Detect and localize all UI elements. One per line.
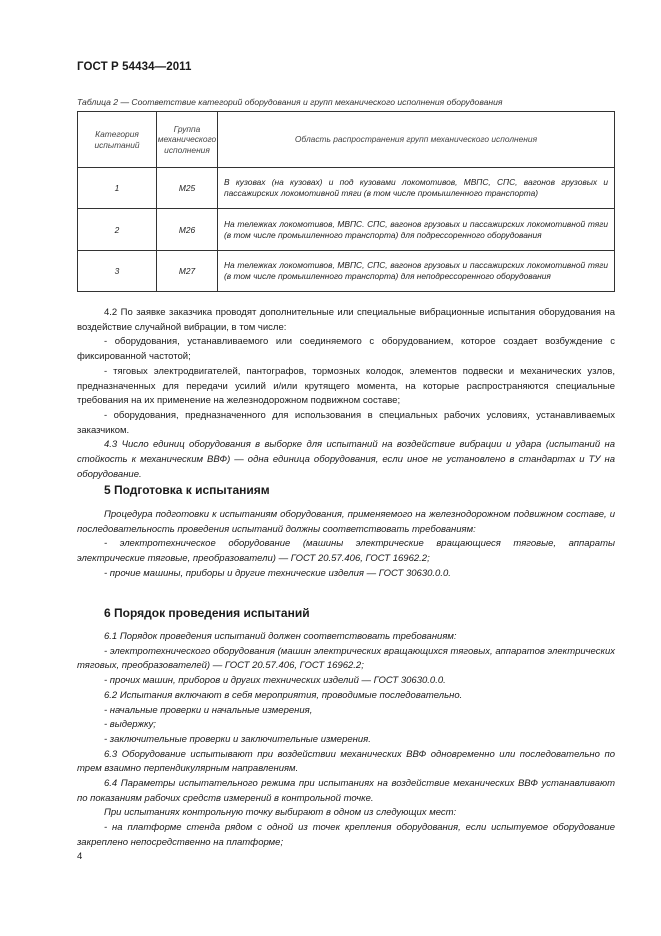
document-header: ГОСТ Р 54434—2011 bbox=[77, 61, 192, 73]
section-6-body bbox=[77, 630, 615, 851]
table-cell-scope: На тележках локомотивов, МВПС. СПС, вагонов грузовых и пассажирских локомотивной тяги (в том числе промышленного транспорта) для подрессоренного оборудования bbox=[218, 209, 615, 251]
equipment-category-table bbox=[77, 111, 615, 292]
table-cell-group: М27 bbox=[157, 251, 218, 292]
column-header-group: Группа механического исполнения bbox=[157, 112, 218, 168]
section-5-body bbox=[77, 508, 615, 582]
section-6-heading: 6 Порядок проведения испытаний bbox=[104, 606, 310, 620]
table-header-row bbox=[78, 112, 615, 168]
paragraph-4-3: 4.3 Число единиц оборудования в выборке для испытаний на воздействие вибрации и удара (испытаний на стойкость к механическим ВВФ) — одна единица оборудования, если иное не установлено в стандартах и ТУ на оборудование. bbox=[77, 439, 615, 480]
table-cell-category: 1 bbox=[78, 168, 157, 209]
paragraph: Процедура подготовки к испытаниям оборудования, применяемого на железнодорожном подвижном составе, и последовательность проведения испытаний должны соответствовать требованиям: bbox=[77, 509, 615, 535]
list-item: - прочих машин, приборов и других технических изделий — ГОСТ 30630.0.0. bbox=[104, 675, 446, 687]
paragraph-6-1: 6.1 Порядок проведения испытаний должен соответствовать требованиям: bbox=[104, 631, 457, 642]
list-item: - на платформе стенда рядом с одной из точек крепления оборудования, если испытуемое оборудование закреплено непосредственно на платформе; bbox=[77, 822, 615, 848]
clause-4-continued bbox=[77, 306, 615, 482]
table-caption: Таблица 2 — Соответствие категорий оборудования и групп механического исполнения оборудования bbox=[77, 97, 503, 107]
table-cell-group: М25 bbox=[157, 168, 218, 209]
paragraph-6-3: 6.3 Оборудование испытывают при воздействии механических ВВФ одновременно или последовательно по трем взаимно перпендикулярным направлениям. bbox=[77, 748, 615, 775]
paragraph-6-2: 6.2 Испытания включают в себя мероприятия, проводимые последовательно. bbox=[104, 689, 463, 701]
column-header-category: Категория испытаний bbox=[78, 112, 157, 168]
list-item: - прочие машины, приборы и другие технические изделия — ГОСТ 30630.0.0. bbox=[104, 567, 451, 579]
list-item: - оборудования, устанавливаемого или соединяемого с оборудованием, которое создает возбуждение с фиксированной частотой; bbox=[77, 336, 615, 363]
paragraph: При испытаниях контрольную точку выбирают в одном из следующих мест: bbox=[104, 807, 457, 819]
list-item: - начальные проверки и начальные измерения, bbox=[104, 704, 313, 716]
table-cell-scope: В кузовах (на кузовах) и под кузовами локомотивов, МВПС, СПС, вагонов грузовых и пассажирских локомотивной тяги (в том числе промышленного транспорта) bbox=[218, 168, 615, 209]
table-row bbox=[78, 168, 615, 209]
section-5-heading: 5 Подготовка к испытаниям bbox=[104, 483, 270, 497]
paragraph-4-2: 4.2 По заявке заказчика проводят дополнительные или специальные вибрационные испытания оборудования на воздействие случайной вибрации, в том числе: bbox=[77, 307, 615, 333]
page-number: 4 bbox=[77, 851, 83, 862]
list-item: - электротехнического оборудования (машин электрических вращающихся тяговых, аппаратов электрических тяговых, преобразователей) — ГОСТ 20.57.406, ГОСТ 16962.2; bbox=[77, 645, 615, 672]
list-item: - тяговых электродвигателей, пантографов, тормозных колодок, элементов подвески и механических узлов, предназначенных для передачи усилий и/или крутящего момента, на которые распространяются специальные требования на их применение на железнодорожном подвижном составе; bbox=[77, 365, 615, 407]
table-row bbox=[78, 251, 615, 292]
table-cell-category: 2 bbox=[78, 209, 157, 251]
column-header-scope: Область распространения групп механического исполнения bbox=[218, 112, 615, 168]
list-item: - заключительные проверки и заключительные измерения. bbox=[104, 733, 371, 745]
table-cell-scope: На тележках локомотивов, МВПС, СПС, вагонов грузовых и пассажирских локомотивной тяги (в том числе промышленного транспорта) для неподрессоренного оборудования bbox=[218, 251, 615, 292]
paragraph-6-4: 6.4 Параметры испытательного режима при испытаниях на воздействие механических ВВФ устанавливают по показаниям рабочих средств измерений в контрольной точке. bbox=[77, 778, 615, 804]
list-item: - электротехническое оборудование (машины электрические вращающиеся тяговые, аппараты электрические тяговые, преобразователи) — ГОСТ 20.57.406, ГОСТ 16962.2; bbox=[77, 538, 615, 565]
table-cell-category: 3 bbox=[78, 251, 157, 292]
list-item: - оборудования, предназначенного для использования в специальных рабочих условиях, устанавливаемых заказчиком. bbox=[77, 409, 615, 436]
table-cell-group: М26 bbox=[157, 209, 218, 251]
table-row bbox=[78, 209, 615, 251]
list-item: - выдержку; bbox=[104, 719, 156, 731]
